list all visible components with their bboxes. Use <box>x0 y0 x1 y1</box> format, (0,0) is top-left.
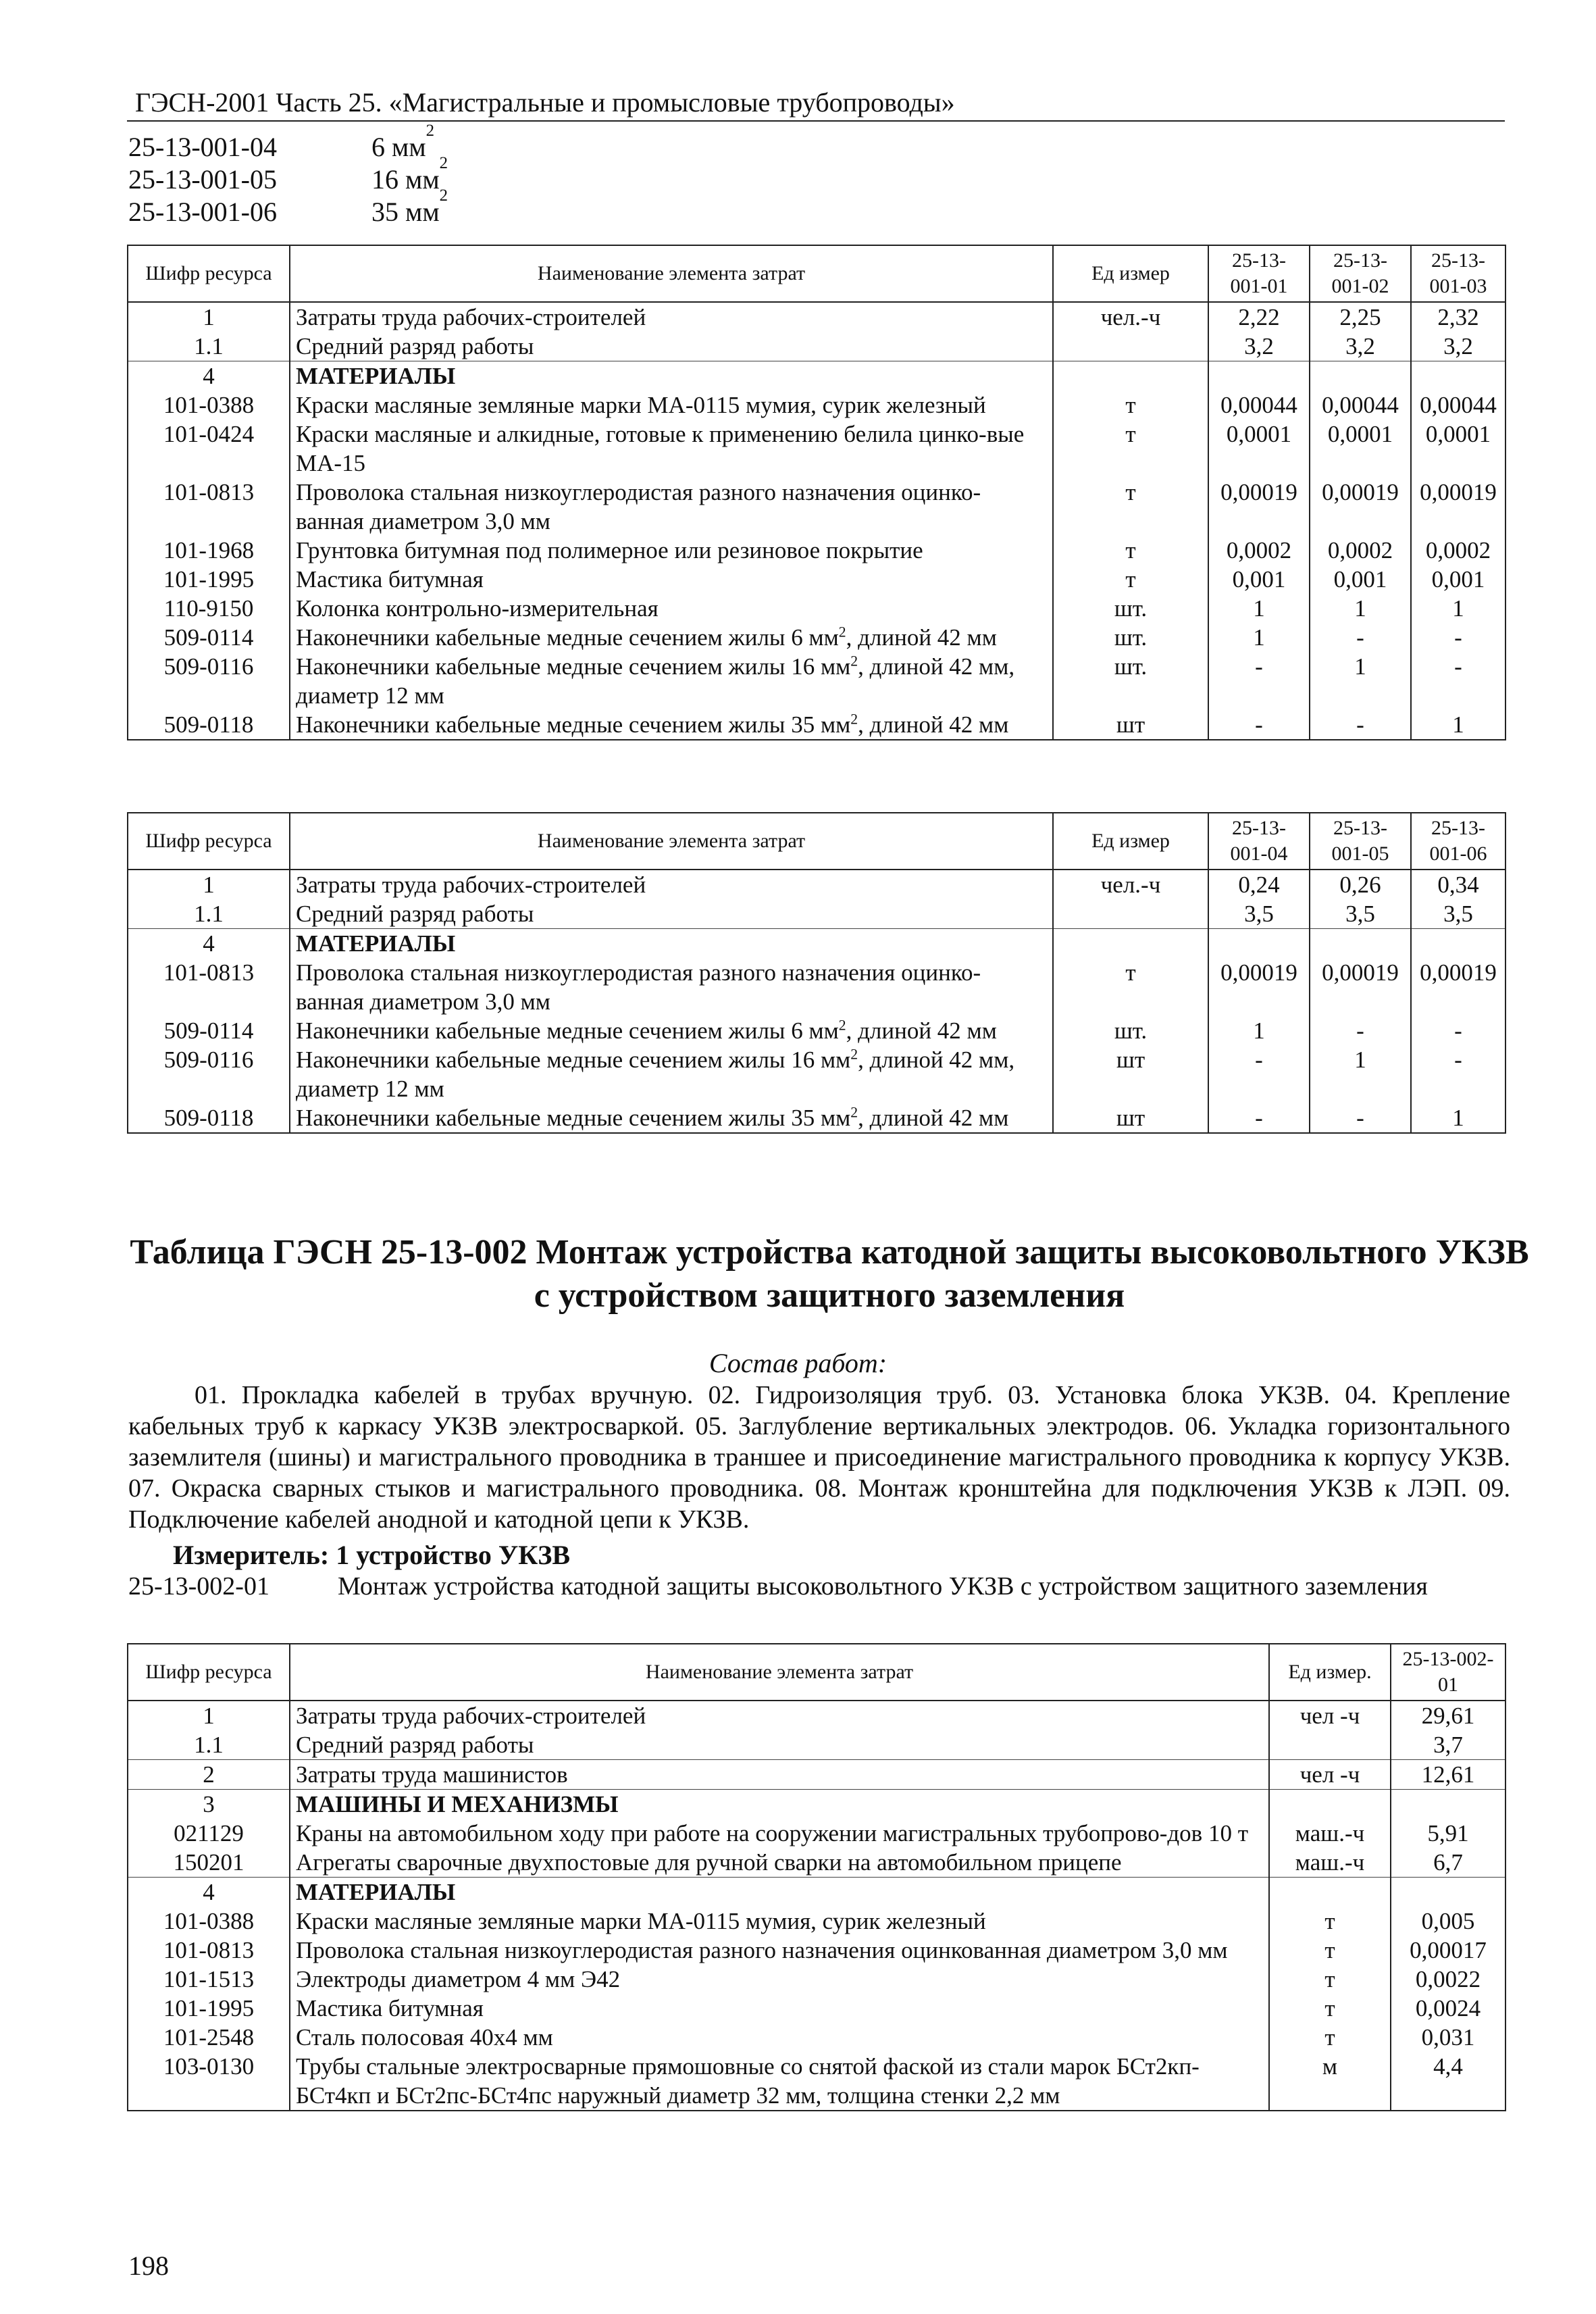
row-value: 0,00044 <box>1411 391 1505 420</box>
row-code: 021129 <box>128 1819 290 1848</box>
row-code: 4 <box>128 1878 290 1907</box>
row-unit: шт. <box>1053 623 1208 652</box>
meter-label: Измеритель: 1 устройство УКЗВ <box>173 1540 571 1570</box>
row-value: 2,25 <box>1310 302 1411 332</box>
size-label: 16 мм <box>371 164 440 195</box>
code-size-list <box>128 122 448 228</box>
norm-item-code: 25-13-002-01 <box>128 1572 269 1601</box>
col-header-norm: 25-13-001-01 <box>1208 245 1310 302</box>
row-unit: чел -ч <box>1269 1701 1391 1730</box>
row-code: 101-0424 <box>128 420 290 478</box>
row-unit: т <box>1053 958 1208 1016</box>
row-name: Затраты труда рабочих-строителей <box>290 1701 1269 1730</box>
row-name: Грунтовка битумная под полимерное или резиновое покрытие <box>290 536 1053 565</box>
row-name: Трубы стальные электросварные прямошовные со снятой фаской из стали марок БСт2кп-БСт4кп и БСт2пс-БСт4пс наружный диаметр 32 мм, толщина стенки 2,2 мм <box>290 2052 1269 2111</box>
table-section-row <box>128 929 1505 959</box>
size-superscript: 2 <box>426 122 435 140</box>
row-value: - <box>1411 1016 1505 1045</box>
row-value: 6,7 <box>1391 1848 1505 1878</box>
table-row <box>128 899 1505 929</box>
code-label: 25-13-001-05 <box>128 164 277 195</box>
row-code: 509-0116 <box>128 652 290 710</box>
row-name: Сталь полосовая 40х4 мм <box>290 2023 1269 2052</box>
row-code: 1 <box>128 870 290 899</box>
row-value: 0,001 <box>1208 565 1310 594</box>
size-superscript: 2 <box>439 186 448 205</box>
table-row <box>128 1907 1505 1936</box>
row-name-part: Наконечники кабельные медные сечением жилы 6 мм <box>296 1017 839 1044</box>
row-value: - <box>1310 710 1411 740</box>
row-unit: шт <box>1053 1103 1208 1133</box>
col-header-unit: Ед измер. <box>1269 1644 1391 1701</box>
row-code: 509-0114 <box>128 623 290 652</box>
row-value: 0,24 <box>1208 870 1310 899</box>
table-row <box>128 710 1505 740</box>
row-value: 1 <box>1208 594 1310 623</box>
row-code: 4 <box>128 361 290 391</box>
row-value: 4,4 <box>1391 2052 1505 2111</box>
col-header-code: Шифр ресурса <box>128 1644 290 1701</box>
row-code: 150201 <box>128 1848 290 1878</box>
row-name: Проволока стальная низкоуглеродистая разного назначения оцинкованная диаметром 3,0 мм <box>290 1936 1269 1965</box>
row-value: - <box>1208 710 1310 740</box>
row-value: 0,001 <box>1411 565 1505 594</box>
row-value: 1 <box>1310 594 1411 623</box>
table-row <box>128 1045 1505 1103</box>
row-code: 103-0130 <box>128 2052 290 2111</box>
row-value: 0,0022 <box>1391 1965 1505 1994</box>
row-value: 0,00044 <box>1208 391 1310 420</box>
row-unit: т <box>1269 1907 1391 1936</box>
row-unit: т <box>1053 565 1208 594</box>
row-value: 0,00044 <box>1310 391 1411 420</box>
row-code: 1 <box>128 1701 290 1730</box>
table-row <box>128 870 1505 899</box>
row-name: Средний разряд работы <box>290 332 1053 361</box>
table-row <box>128 1730 1505 1760</box>
page-number: 198 <box>128 2250 169 2281</box>
col-header-unit: Ед измер <box>1053 245 1208 302</box>
row-value: 0,005 <box>1391 1907 1505 1936</box>
row-code: 3 <box>128 1790 290 1819</box>
row-value: 0,0002 <box>1208 536 1310 565</box>
row-name-part: , длиной 42 мм <box>858 1105 1009 1131</box>
row-code: 101-1968 <box>128 536 290 565</box>
row-name <box>290 1016 1053 1045</box>
row-value: 3,2 <box>1310 332 1411 361</box>
row-code: 110-9150 <box>128 594 290 623</box>
row-value: - <box>1208 652 1310 710</box>
table-row <box>128 2052 1505 2111</box>
row-unit: шт. <box>1053 652 1208 710</box>
row-name: Электроды диаметром 4 мм Э42 <box>290 1965 1269 1994</box>
row-value: 5,91 <box>1391 1819 1505 1848</box>
table-row <box>128 1848 1505 1878</box>
table-row <box>128 536 1505 565</box>
row-unit: т <box>1053 391 1208 420</box>
table-section-row <box>128 361 1505 391</box>
table-row <box>128 1819 1505 1848</box>
row-unit: маш.-ч <box>1269 1819 1391 1848</box>
row-value: 0,001 <box>1310 565 1411 594</box>
row-code: 101-0813 <box>128 958 290 1016</box>
row-code: 509-0114 <box>128 1016 290 1045</box>
row-value: 29,61 <box>1391 1701 1505 1730</box>
superscript: 2 <box>838 1017 846 1034</box>
row-name: Затраты труда машинистов <box>290 1760 1269 1790</box>
row-name: Краски масляные земляные марки МА-0115 мумия, сурик железный <box>290 391 1053 420</box>
table-title: Таблица ГЭСН 25-13-002 Монтаж устройства катодной защиты высоковольтного УКЗВ с устройством защитного заземления <box>130 1233 1529 1315</box>
row-name: Колонка контрольно-измерительная <box>290 594 1053 623</box>
size-label: 35 мм <box>371 197 440 227</box>
table-row <box>128 1965 1505 1994</box>
row-name: Проволока стальная низкоуглеродистая разного назначения оцинко-ванная диаметром 3,0 мм <box>290 478 1053 536</box>
col-header-name: Наименование элемента затрат <box>290 813 1053 870</box>
code-label: 25-13-001-06 <box>128 197 277 227</box>
row-value: - <box>1310 1103 1411 1133</box>
size-label: 6 мм <box>371 132 426 162</box>
row-value: 1 <box>1310 652 1411 710</box>
row-value: 0,00019 <box>1208 478 1310 536</box>
row-value: 1 <box>1411 710 1505 740</box>
row-value: 2,32 <box>1411 302 1505 332</box>
row-value: - <box>1411 652 1505 710</box>
row-value: 0,031 <box>1391 2023 1505 2052</box>
row-value: 3,2 <box>1411 332 1505 361</box>
row-name: Краски масляные земляные марки МА-0115 мумия, сурик железный <box>290 1907 1269 1936</box>
row-name-part: , длиной 42 мм, диаметр 12 мм <box>296 1047 1015 1102</box>
row-unit: чел -ч <box>1269 1760 1391 1790</box>
row-name-part: Наконечники кабельные медные сечением жилы 6 мм <box>296 624 839 651</box>
table-row <box>128 594 1505 623</box>
col-header-norm: 25-13-001-03 <box>1411 245 1505 302</box>
table-row <box>128 478 1505 536</box>
row-name: Агрегаты сварочные двухпостовые для ручной сварки на автомобильном прицепе <box>290 1848 1269 1878</box>
table-row <box>128 958 1505 1016</box>
row-name-part: , длиной 42 мм <box>846 1017 997 1044</box>
table-row <box>128 1760 1505 1790</box>
norm-item-text: Монтаж устройства катодной защиты высоковольтного УКЗВ с устройством защитного заземления <box>338 1572 1428 1601</box>
row-name: Краны на автомобильном ходу при работе на сооружении магистральных трубопрово-дов 10 т <box>290 1819 1269 1848</box>
row-code: 1.1 <box>128 1730 290 1760</box>
resource-table-001-01-03 <box>127 245 1506 740</box>
row-value: 0,26 <box>1310 870 1411 899</box>
section-title: МАТЕРИАЛЫ <box>290 1878 1269 1907</box>
superscript: 2 <box>850 653 858 670</box>
table-row <box>128 2023 1505 2052</box>
row-name-part: Наконечники кабельные медные сечением жилы 16 мм <box>296 653 851 680</box>
row-value: 12,61 <box>1391 1760 1505 1790</box>
table-header-row <box>128 813 1505 870</box>
table-row <box>128 391 1505 420</box>
row-unit: т <box>1053 420 1208 478</box>
row-unit: маш.-ч <box>1269 1848 1391 1878</box>
row-name <box>290 1103 1053 1133</box>
row-code: 101-0813 <box>128 478 290 536</box>
row-name-part: Наконечники кабельные медные сечением жилы 35 мм <box>296 1105 851 1131</box>
table-row <box>128 565 1505 594</box>
row-unit: шт <box>1053 710 1208 740</box>
table-row <box>128 623 1505 652</box>
col-header-norm: 25-13-002-01 <box>1391 1644 1505 1701</box>
code-size-row <box>128 186 448 228</box>
row-value: 3,5 <box>1208 899 1310 929</box>
row-value: 3,5 <box>1310 899 1411 929</box>
row-value: 0,0024 <box>1391 1994 1505 2023</box>
row-name: Проволока стальная низкоуглеродистая разного назначения оцинко-ванная диаметром 3,0 мм <box>290 958 1053 1016</box>
row-value: - <box>1310 623 1411 652</box>
row-code: 509-0118 <box>128 710 290 740</box>
col-header-name: Наименование элемента затрат <box>290 245 1053 302</box>
row-name-part: , длиной 42 мм, диаметр 12 мм <box>296 653 1015 709</box>
work-composition-text: 01. Прокладка кабелей в трубах вручную. 02. Гидроизоляция труб. 03. Установка блока УКЗВ. 04. Крепление кабельных труб к каркасу УКЗВ электросваркой. 05. Заглубление вертикальных электродов. 06. Укладка горизонтального заземлителя (шины) и магистрального проводника в траншее и присоединение магистрального проводника к корпусу УКЗВ. 07. Окраска сварных стыков и магистрального проводника. 08. Монтаж кронштейна для подключения УКЗВ к ЛЭП. 09. Подключение кабелей анодной и катодной цепи к УКЗВ. <box>128 1381 1510 1534</box>
table-row <box>128 420 1505 478</box>
row-name-part: , длиной 42 мм <box>846 624 997 651</box>
row-value: 0,0001 <box>1310 420 1411 478</box>
row-unit: чел.-ч <box>1053 302 1208 332</box>
row-unit: чел.-ч <box>1053 870 1208 899</box>
superscript: 2 <box>850 1046 858 1063</box>
row-value: 3,2 <box>1208 332 1310 361</box>
row-code: 1.1 <box>128 899 290 929</box>
row-value: 2,22 <box>1208 302 1310 332</box>
row-value: - <box>1310 1016 1411 1045</box>
row-name: Мастика битумная <box>290 565 1053 594</box>
row-value: 3,7 <box>1391 1730 1505 1760</box>
page-header-title: ГЭСН-2001 Часть 25. «Магистральные и промысловые трубопроводы» <box>135 87 955 118</box>
row-code: 101-0388 <box>128 391 290 420</box>
col-header-code: Шифр ресурса <box>128 245 290 302</box>
row-code: 2 <box>128 1760 290 1790</box>
row-code: 1.1 <box>128 332 290 361</box>
col-header-name: Наименование элемента затрат <box>290 1644 1269 1701</box>
row-value: 1 <box>1208 1016 1310 1045</box>
row-unit <box>1269 1730 1391 1760</box>
row-unit: т <box>1053 536 1208 565</box>
row-name: Мастика битумная <box>290 1994 1269 2023</box>
row-value: 0,00019 <box>1208 958 1310 1016</box>
row-code: 4 <box>128 929 290 959</box>
resource-table-001-04-06 <box>127 812 1506 1134</box>
table-row <box>128 1016 1505 1045</box>
row-unit: т <box>1269 1936 1391 1965</box>
row-unit: шт. <box>1053 594 1208 623</box>
row-unit: т <box>1269 1965 1391 1994</box>
row-name: Средний разряд работы <box>290 899 1053 929</box>
row-name <box>290 652 1053 710</box>
row-value: 0,00017 <box>1391 1936 1505 1965</box>
table-section-row <box>128 1790 1505 1819</box>
row-code: 101-0813 <box>128 1936 290 1965</box>
row-code: 101-2548 <box>128 2023 290 2052</box>
col-header-norm: 25-13-001-06 <box>1411 813 1505 870</box>
row-code: 1 <box>128 302 290 332</box>
row-value: 0,0001 <box>1411 420 1505 478</box>
col-header-norm: 25-13-001-04 <box>1208 813 1310 870</box>
section-title: МАТЕРИАЛЫ <box>290 361 1053 391</box>
row-value: - <box>1208 1045 1310 1103</box>
row-name-part: , длиной 42 мм <box>858 711 1009 738</box>
row-value: 0,00019 <box>1411 478 1505 536</box>
table-row <box>128 1701 1505 1730</box>
row-unit: шт. <box>1053 1016 1208 1045</box>
table-row <box>128 302 1505 332</box>
row-value: 1 <box>1411 1103 1505 1133</box>
row-value: 1 <box>1411 594 1505 623</box>
row-name <box>290 1045 1053 1103</box>
table-header-row <box>128 245 1505 302</box>
row-name: Затраты труда рабочих-строителей <box>290 302 1053 332</box>
section-title: МАШИНЫ И МЕХАНИЗМЫ <box>290 1790 1269 1819</box>
row-unit <box>1053 899 1208 929</box>
row-unit: т <box>1269 1994 1391 2023</box>
work-composition-heading: Состав работ: <box>709 1348 887 1378</box>
row-value: 0,0002 <box>1310 536 1411 565</box>
header-rule <box>127 120 1505 122</box>
table-row <box>128 1103 1505 1133</box>
row-name: Затраты труда рабочих-строителей <box>290 870 1053 899</box>
row-value: - <box>1411 623 1505 652</box>
row-code: 509-0118 <box>128 1103 290 1133</box>
row-code: 101-1513 <box>128 1965 290 1994</box>
row-unit: шт <box>1053 1045 1208 1103</box>
row-value: 0,34 <box>1411 870 1505 899</box>
col-header-norm: 25-13-001-02 <box>1310 245 1411 302</box>
code-label: 25-13-001-04 <box>128 132 277 162</box>
row-name: Краски масляные и алкидные, готовые к применению белила цинко-вые МА-15 <box>290 420 1053 478</box>
col-header-unit: Ед измер <box>1053 813 1208 870</box>
row-unit: т <box>1053 478 1208 536</box>
superscript: 2 <box>850 711 858 728</box>
row-code: 101-1995 <box>128 1994 290 2023</box>
row-name-part: Наконечники кабельные медные сечением жилы 35 мм <box>296 711 851 738</box>
col-header-code: Шифр ресурса <box>128 813 290 870</box>
table-row <box>128 1994 1505 2023</box>
resource-table-002-01 <box>127 1643 1506 2111</box>
row-name <box>290 710 1053 740</box>
code-size-row <box>128 122 448 164</box>
row-value: - <box>1411 1045 1505 1103</box>
row-value: 0,0001 <box>1208 420 1310 478</box>
row-name: Средний разряд работы <box>290 1730 1269 1760</box>
row-code: 101-0388 <box>128 1907 290 1936</box>
row-value: 0,00019 <box>1411 958 1505 1016</box>
row-value: 0,00019 <box>1310 478 1411 536</box>
table-row <box>128 1936 1505 1965</box>
row-value: 1 <box>1310 1045 1411 1103</box>
row-value: 1 <box>1208 623 1310 652</box>
section-title: МАТЕРИАЛЫ <box>290 929 1053 959</box>
row-value: 0,0002 <box>1411 536 1505 565</box>
code-size-row <box>128 154 448 196</box>
row-code: 101-1995 <box>128 565 290 594</box>
row-unit <box>1053 332 1208 361</box>
superscript: 2 <box>838 624 846 640</box>
table-row <box>128 332 1505 361</box>
row-unit: т <box>1269 2023 1391 2052</box>
table-section-row <box>128 1878 1505 1907</box>
row-value: 0,00019 <box>1310 958 1411 1016</box>
row-code: 509-0116 <box>128 1045 290 1103</box>
superscript: 2 <box>850 1104 858 1121</box>
row-name <box>290 623 1053 652</box>
row-value: - <box>1208 1103 1310 1133</box>
row-name-part: Наконечники кабельные медные сечением жилы 16 мм <box>296 1047 851 1073</box>
col-header-norm: 25-13-001-05 <box>1310 813 1411 870</box>
table-row <box>128 652 1505 710</box>
size-superscript: 2 <box>439 154 448 172</box>
row-unit: м <box>1269 2052 1391 2111</box>
table-header-row <box>128 1644 1505 1701</box>
row-value: 3,5 <box>1411 899 1505 929</box>
